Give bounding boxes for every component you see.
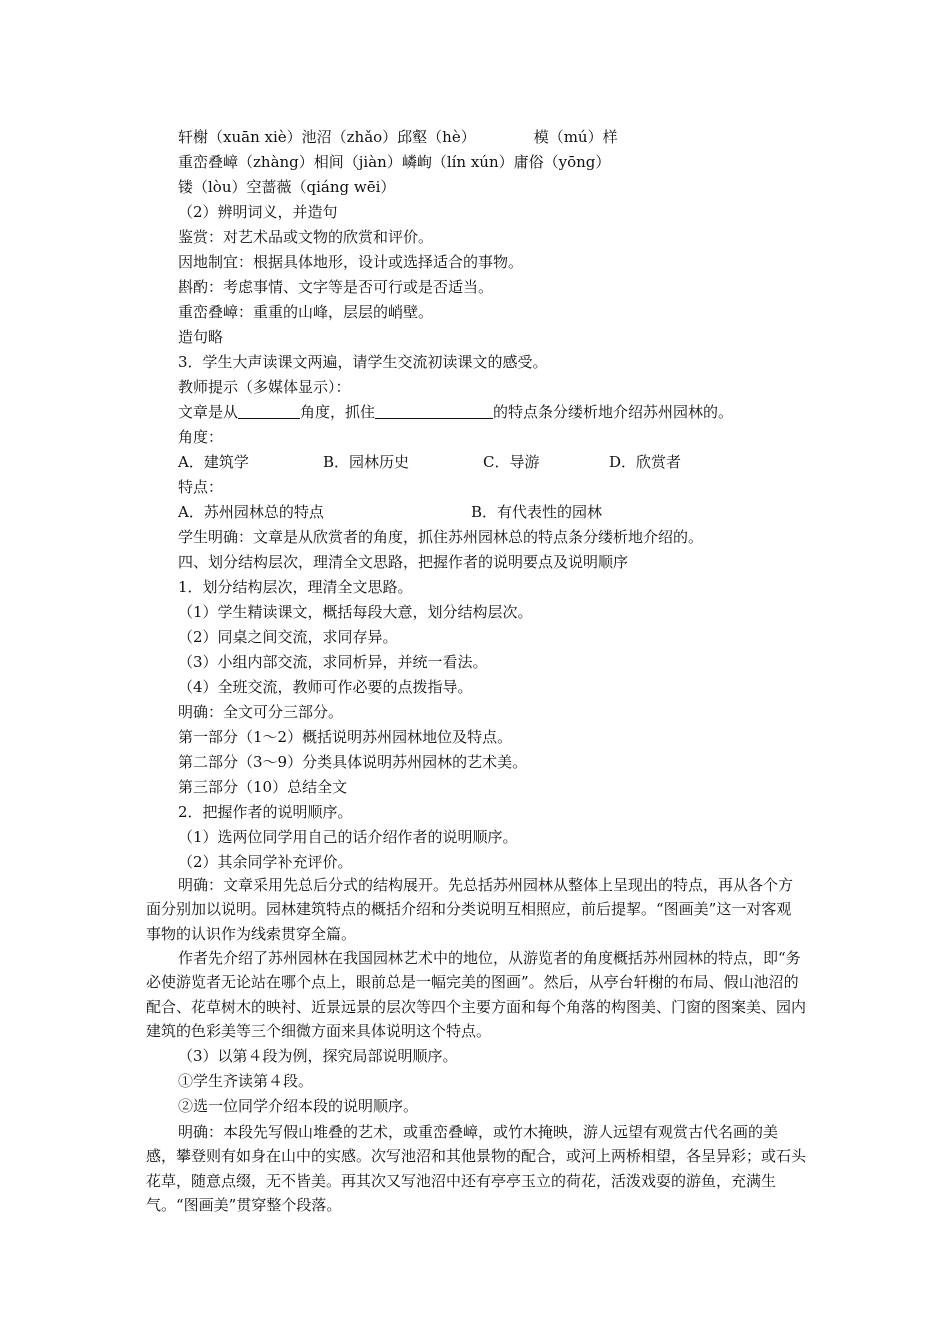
vocab-item: 重峦叠嶂：重重的山峰，层层的峭壁。 bbox=[178, 303, 434, 321]
list-item: ②选一位同学介绍本段的说明顺序。 bbox=[178, 1097, 419, 1115]
pinyin-line-3: 镂（lòu）空蔷薇（qiáng wēi） bbox=[178, 178, 396, 196]
paragraph: 明确：文章采用先总后分式的结构展开。先总括苏州园林从整体上呈现出的特点，再从各个方面分别加以说明。园林建筑特点的概括介绍和分类说明互相照应，前后提挈。“图画美”这一对客观事物的认识作为线索贯穿全篇。 bbox=[146, 876, 794, 943]
angle-label: 角度： bbox=[178, 428, 224, 446]
vocab-item: 因地制宜：根据具体地形，设计或选择适合的事物。 bbox=[178, 253, 524, 271]
pinyin-text: 轩榭（xuān xiè）池沼（zhǎo）邱壑（hè） bbox=[178, 128, 476, 146]
pinyin-line-2: 重峦叠嶂（zhàng）相间（jiàn）嶙峋（lín xún）庸俗（yōng） bbox=[178, 153, 611, 171]
list-item: （2）同桌之间交流，求同存异。 bbox=[178, 628, 398, 646]
student-clear: 学生明确：文章是从欣赏者的角度，抓住苏州园林总的特点条分缕析地介绍的。 bbox=[178, 528, 704, 546]
pinyin-text: 模（mú）样 bbox=[533, 128, 618, 146]
list-item: ①学生齐读第４段。 bbox=[178, 1072, 314, 1090]
vocab-item: 造句略 bbox=[178, 328, 224, 346]
vocab-title: （2）辨明词义，并造句 bbox=[178, 203, 338, 221]
paragraph: 明确：本段先写假山堆叠的艺术，或重峦叠嶂，或竹木掩映，游人远望有观赏古代名画的美感，攀登则有如身在山中的实感。次写池沼和其他景物的配合，或河上两桥相望，各呈异彩；或石头花草，随意点缀，无不皆美。再其次又写池沼中还有亭亭玉立的荷花，活泼戏耍的游鱼，充满生气。“图画美”贯穿整个段落。 bbox=[146, 1123, 807, 1215]
fill-text: 文章是从 bbox=[178, 403, 239, 421]
list-item: （4）全班交流，教师可作必要的点拨指导。 bbox=[178, 678, 473, 696]
angle-option-c: C．导游 bbox=[483, 453, 540, 471]
step-3: 3．学生大声读课文两遍，请学生交流初读课文的感受。 bbox=[178, 353, 548, 371]
blank-2 bbox=[375, 402, 493, 419]
vocab-item: 鉴赏：对艺术品或文物的欣赏和评价。 bbox=[178, 228, 434, 246]
part-item: 第二部分（3～9）分类具体说明苏州园林的艺术美。 bbox=[178, 753, 528, 771]
clear-statement: 明确：全文可分三部分。 bbox=[178, 703, 344, 721]
sub-heading-3: （3）以第４段为例，探究局部说明顺序。 bbox=[178, 1047, 458, 1065]
vocab-item: 斟酌：考虑事情、文字等是否可行或是否适当。 bbox=[178, 278, 494, 296]
angle-option-b: B．园林历史 bbox=[323, 453, 410, 471]
part-item: 第三部分（10）总结全文 bbox=[178, 778, 348, 796]
feature-label: 特点： bbox=[178, 478, 224, 496]
list-item: （2）其余同学补充评价。 bbox=[178, 853, 353, 871]
sub-heading-2: 2．把握作者的说明顺序。 bbox=[178, 803, 353, 821]
part-item: 第一部分（1～2）概括说明苏州园林地位及特点。 bbox=[178, 728, 513, 746]
list-item: （1）学生精读课文，概括每段大意，划分结构层次。 bbox=[178, 603, 533, 621]
fill-in-question bbox=[178, 400, 733, 424]
feature-option-b: B．有代表性的园林 bbox=[471, 503, 603, 521]
fill-text: 的特点条分缕析地介绍苏州园林的。 bbox=[493, 403, 734, 421]
sub-heading-1: 1．划分结构层次，理清全文思路。 bbox=[178, 578, 413, 596]
list-item: （1）选两位同学用自己的话介绍作者的说明顺序。 bbox=[178, 828, 518, 846]
angle-option-d: D．欣赏者 bbox=[609, 453, 682, 471]
angle-option-a: A．建筑学 bbox=[178, 453, 249, 471]
fill-text: 角度，抓住 bbox=[300, 403, 376, 421]
feature-options bbox=[178, 500, 602, 524]
pinyin-line-1 bbox=[178, 125, 618, 149]
section-4-heading: 四、划分结构层次，理清全文思路，把握作者的说明要点及说明顺序 bbox=[178, 553, 629, 571]
angle-options bbox=[178, 450, 681, 474]
paragraph: 作者先介绍了苏州园林在我国园林艺术中的地位，从游览者的角度概括苏州园林的特点，即“务必使游览者无论站在哪个点上，眼前总是一幅完美的图画”。然后，从亭台轩榭的布局、假山池沼的配合、花草树木的映衬、近景远景的层次等四个主要方面和每个角落的构图美、门窗的图案美、园内建筑的色彩美等三个细微方面来具体说明这个特点。 bbox=[146, 949, 807, 1041]
blank-1 bbox=[238, 402, 300, 419]
teacher-hint: 教师提示（多媒体显示）： bbox=[178, 378, 351, 396]
list-item: （3）小组内部交流，求同析异，并统一看法。 bbox=[178, 653, 488, 671]
feature-option-a: A．苏州园林总的特点 bbox=[178, 503, 324, 521]
